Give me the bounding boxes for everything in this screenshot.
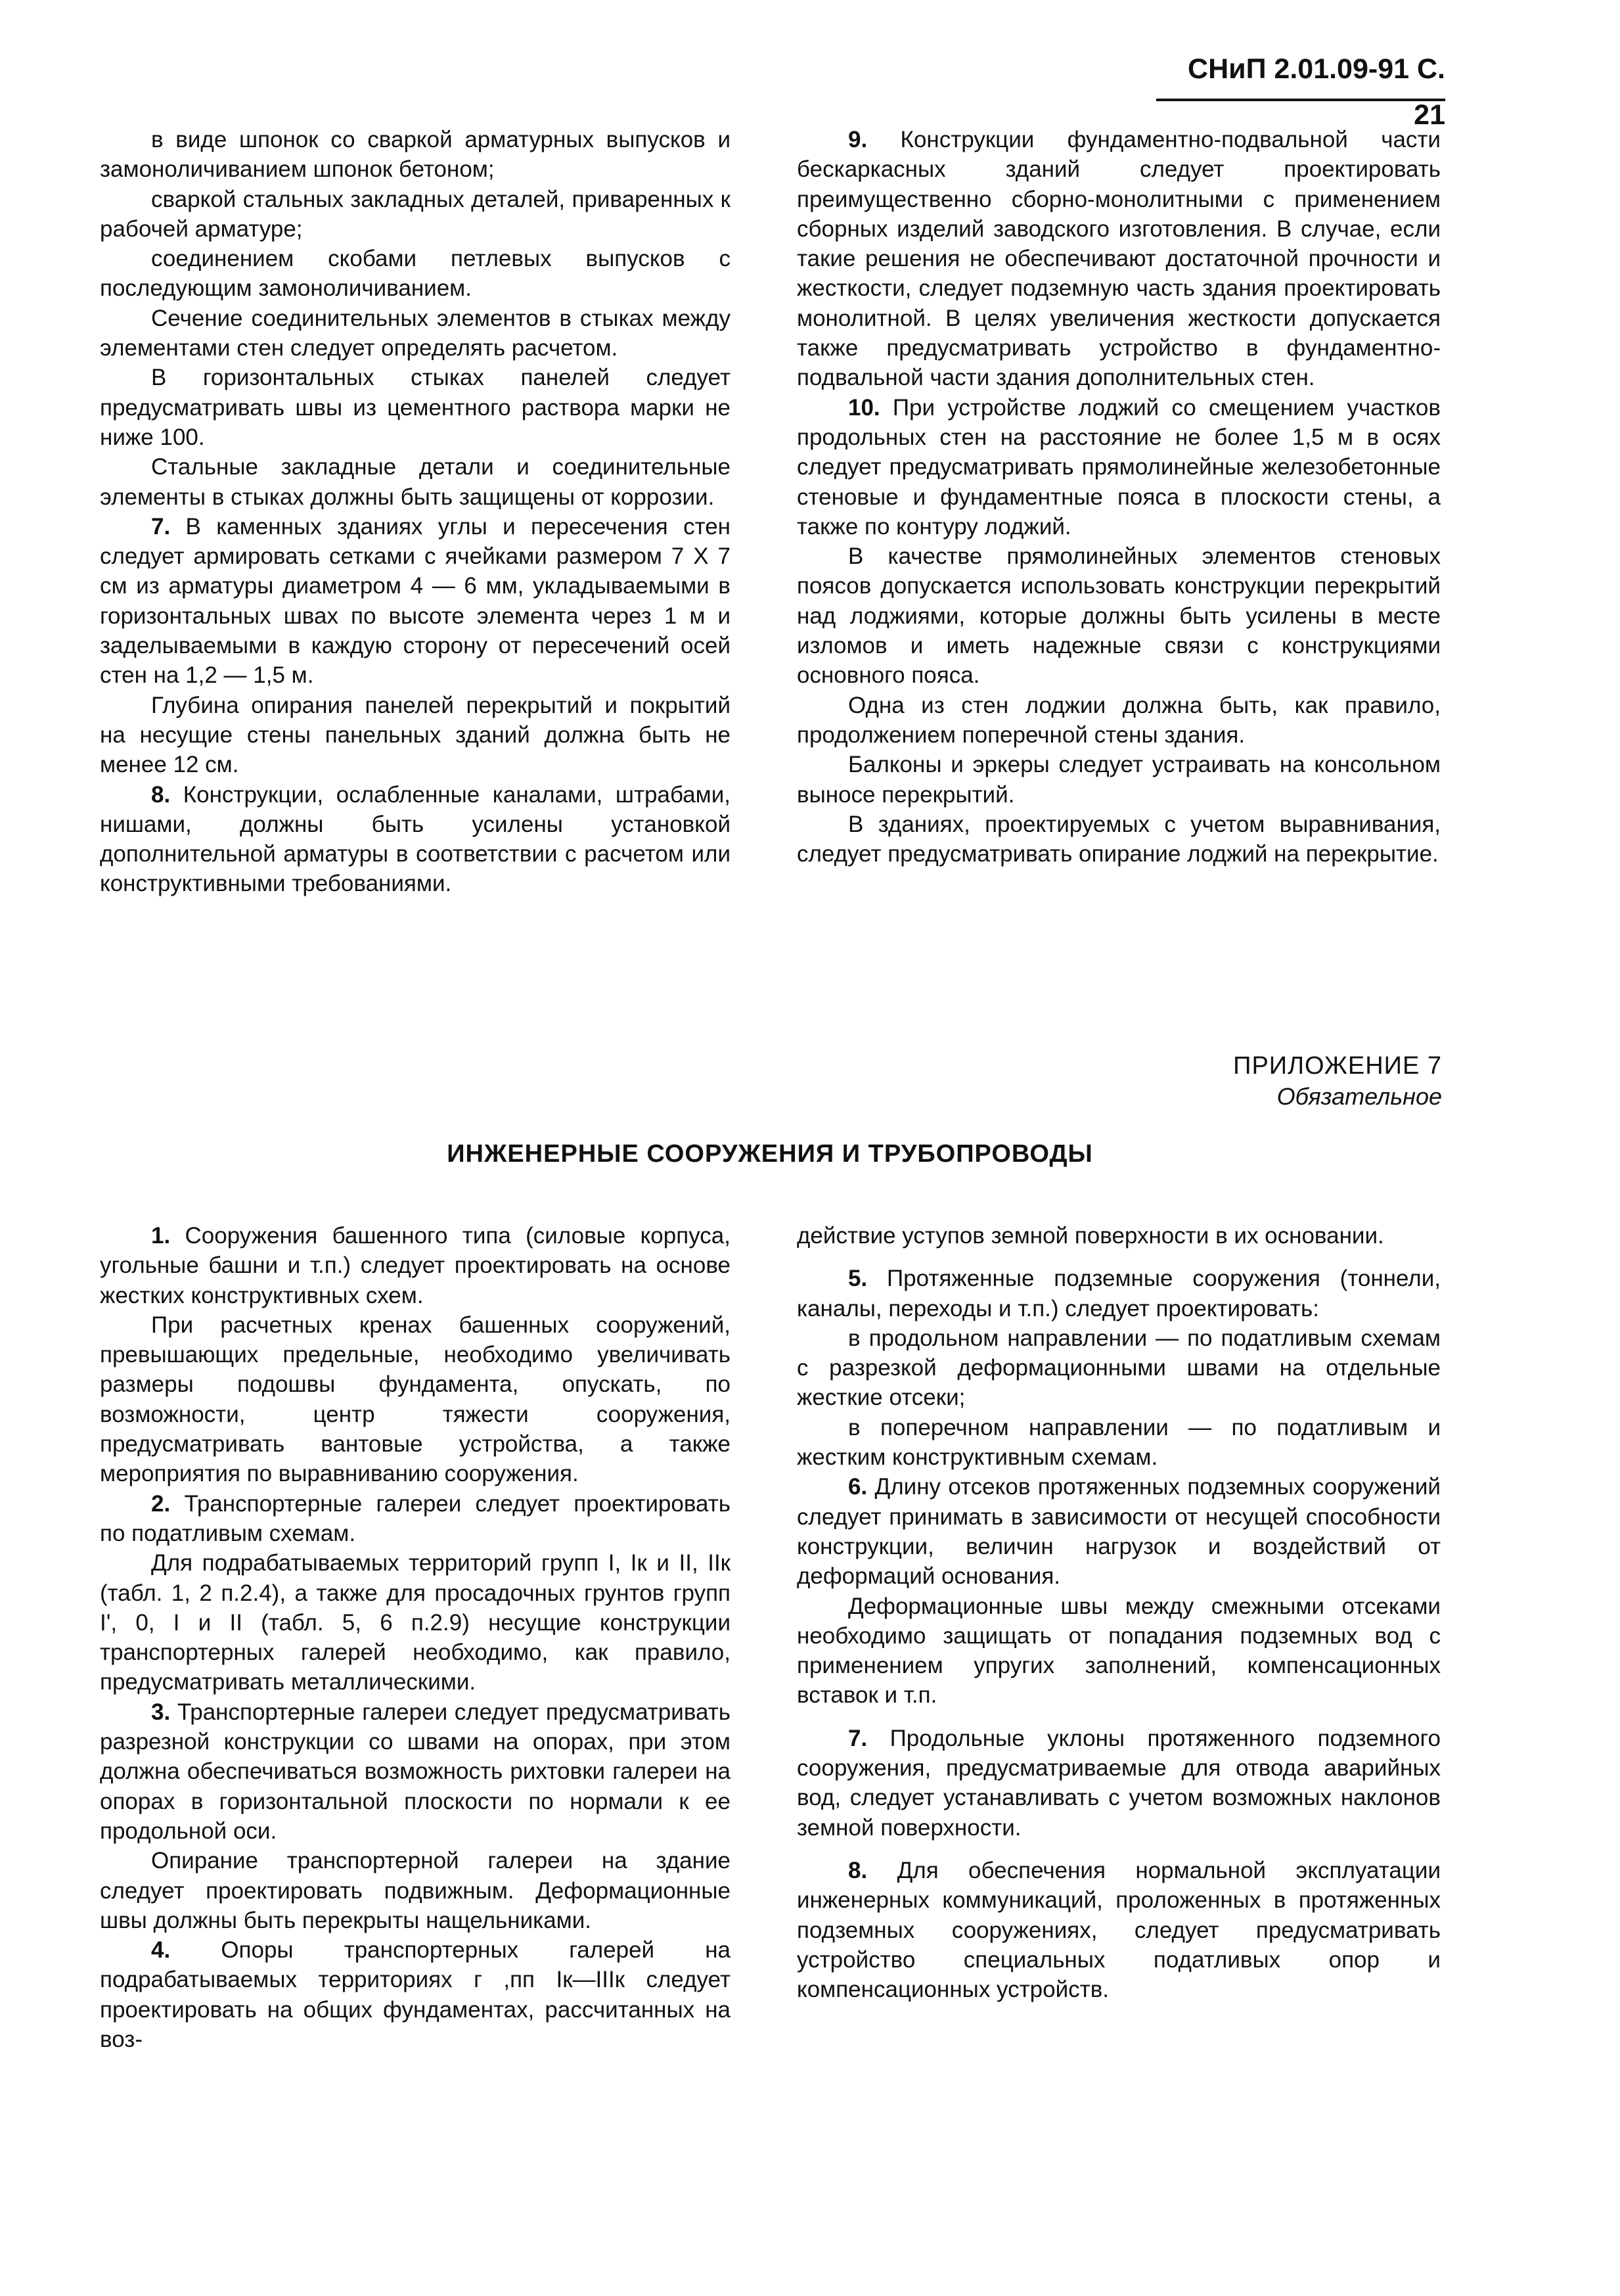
paragraph: сваркой стальных закладных деталей, приваренных к рабочей арматуре; (100, 186, 731, 242)
clause-number: 7. (151, 513, 171, 540)
paragraph: в поперечном направлении — по податливым и жестким конструктивным схемам. (797, 1414, 1441, 1471)
clause-number: 8. (151, 781, 171, 808)
paragraph: 3. Транспортерные галереи следует предусматривать разрезной конструкции со швами на опорах, при этом должна обеспечиваться возможность рихтовки галереи на опорах в горизонтальной плоскости по нормали к ее продольной оси. (100, 1699, 731, 1844)
top-left-column (100, 125, 731, 899)
paragraph: 9. Конструкции фундаментно-подвальной части бескаркасных зданий следует проектировать преимущественно сборно-монолитными с применением сборных изделий заводского изготовления. В случае, если такие решения не обеспечивают достаточной прочности и жесткости, следует подземную часть здания проектировать монолитной. В целях увеличения жесткости допускается также предусматривать устройство в фундаментно-подвальной части здания дополнительных стен. (797, 127, 1441, 391)
paragraph: 6. Длину отсеков протяженных подземных сооружений следует принимать в зависимости от несущей способности конструкции, величин нагрузок и воздействий от деформаций основания. (797, 1474, 1441, 1590)
appendix-title: ПРИЛОЖЕНИЕ 7 (1233, 1052, 1442, 1080)
clause-number: 7. (848, 1725, 868, 1751)
clause-number: 8. (848, 1857, 868, 1883)
paragraph: действие уступов земной поверхности в их основании. (797, 1223, 1384, 1249)
paragraph: соединением скобами петлевых выпусков с последующим замоноличиванием. (100, 246, 731, 302)
document-reference: СНиП 2.01.09-91 С. 21 (1188, 53, 1445, 131)
paragraph: 10. При устройстве лоджий со смещением участков продольных стен на расстояние не более 1,5 м в осях следует предусматривать прямолинейные железобетонные стеновые и фундаментные пояса в плоскости стены, а также по контуру лоджий. (797, 394, 1441, 540)
paragraph: 5. Протяженные подземные сооружения (тоннели, каналы, переходы и т.п.) следует проектировать: (797, 1266, 1441, 1321)
paragraph: При расчетных кренах башенных сооружений, превышающих предельные, необходимо увеличивать размеры подошвы фундамента, опускать, по возможности, центр тяжести сооружения, предусматривать вантовые устройства, а также мероприятия по выравниванию сооружения. (100, 1312, 731, 1487)
paragraph: 2. Транспортерные галереи следует проектировать по податливым схемам. (100, 1490, 731, 1546)
clause-number: 3. (151, 1699, 171, 1725)
paragraph: 7. Продольные уклоны протяженного подземного сооружения, предусматриваемые для отвода аварийных вод, следует устанавливать с учетом возможных наклонов земной поверхности. (797, 1725, 1441, 1841)
clause-number: 1. (151, 1223, 171, 1249)
clause-number: 5. (848, 1266, 868, 1292)
section-title: ИНЖЕНЕРНЫЕ СООРУЖЕНИЯ И ТРУБОПРОВОДЫ (447, 1140, 1093, 1168)
appendix-heading (985, 1050, 1442, 1112)
paragraph: Для подрабатываемых территорий групп I, Iк и II, IIк (табл. 1, 2 п.2.4), а также для просадочных грунтов групп I', 0, I и II (табл. 5, 6 п.2.9) несущие конструкции транспортерных галерей необходимо, как правило, предусматривать металлическими. (100, 1550, 731, 1695)
appendix-subtitle: Обязательное (1276, 1083, 1442, 1110)
paragraph: Глубина опирания панелей перекрытий и покрытий на несущие стены панельных зданий должна быть не менее 12 см. (100, 692, 731, 778)
paragraph: Стальные закладные детали и соединительные элементы в стыках должны быть защищены от коррозии. (100, 454, 731, 510)
paragraph: 7. В каменных зданиях углы и пересечения стен следует армировать сетками с ячейками размером 7 Х 7 см из арматуры диаметром 4 — 6 мм, укладываемыми в горизонтальных швах по высоте элемента через 1 м и заделываемыми в каждую сторону от пересечений осей стен на 1,2 — 1,5 м. (100, 513, 731, 689)
paragraph: в виде шпонок со сваркой арматурных выпусков и замоноличиванием шпонок бетоном; (100, 127, 731, 183)
paragraph: 1. Сооружения башенного типа (силовые корпуса, угольные башни и т.п.) следует проектировать на основе жестких конструктивных схем. (100, 1223, 731, 1308)
paragraph: 8. Для обеспечения нормальной эксплуатации инженерных коммуникаций, проложенных в протяженных подземных сооружениях, следует предусматривать устройство специальных податливых опор и компенсационных устройств. (797, 1857, 1441, 2003)
paragraph: В горизонтальных стыках панелей следует предусматривать швы из цементного раствора марки не ниже 100. (100, 365, 731, 450)
paragraph: Опирание транспортерной галереи на здание следует проектировать подвижным. Деформационные швы должны быть перекрыты нащельниками. (100, 1848, 731, 1933)
paragraph: В зданиях, проектируемых с учетом выравнивания, следует предусматривать опирание лоджий на перекрытие. (797, 811, 1441, 867)
paragraph: 4. Опоры транспортерных галерей на подрабатываемых территориях г ,пп Iк—IIIк следует проектировать на общих фундаментах, рассчитанных на воз- (100, 1937, 731, 2053)
paragraph: Деформационные швы между смежными отсеками необходимо защищать от попадания подземных вод с применением упругих заполнений, компенсационных вставок и т.п. (797, 1593, 1441, 1709)
paragraph: Одна из стен лоджии должна быть, как правило, продолжением поперечной стены здания. (797, 692, 1441, 748)
paragraph: Сечение соединительных элементов в стыках между элементами стен следует определять расчетом. (100, 305, 731, 361)
bottom-left-column (100, 1221, 731, 2054)
paragraph: 8. Конструкции, ослабленные каналами, штрабами, нишами, должны быть усилены установкой дополнительной арматуры в соответствии с расчетом или конструктивными требованиями. (100, 781, 731, 897)
paragraph: в продольном направлении — по податливым схемам с разрезкой деформационными швами на отдельные жесткие отсеки; (797, 1325, 1441, 1411)
paragraph: В качестве прямолинейных элементов стеновых поясов допускается использовать конструкции перекрытий над лоджиями, которые должны быть усилены в месте изломов и иметь надежные связи с конструкциями основного пояса. (797, 543, 1441, 689)
clause-number: 2. (151, 1490, 171, 1517)
bottom-right-column (797, 1221, 1441, 2004)
paragraph: Балконы и эркеры следует устраивать на консольном выносе перекрытий. (797, 752, 1441, 808)
top-right-column (797, 125, 1441, 869)
clause-number: 9. (848, 127, 868, 152)
page-header (1156, 46, 1445, 131)
clause-number: 10. (848, 394, 880, 421)
clause-number: 6. (848, 1474, 868, 1500)
clause-number: 4. (151, 1937, 171, 1963)
